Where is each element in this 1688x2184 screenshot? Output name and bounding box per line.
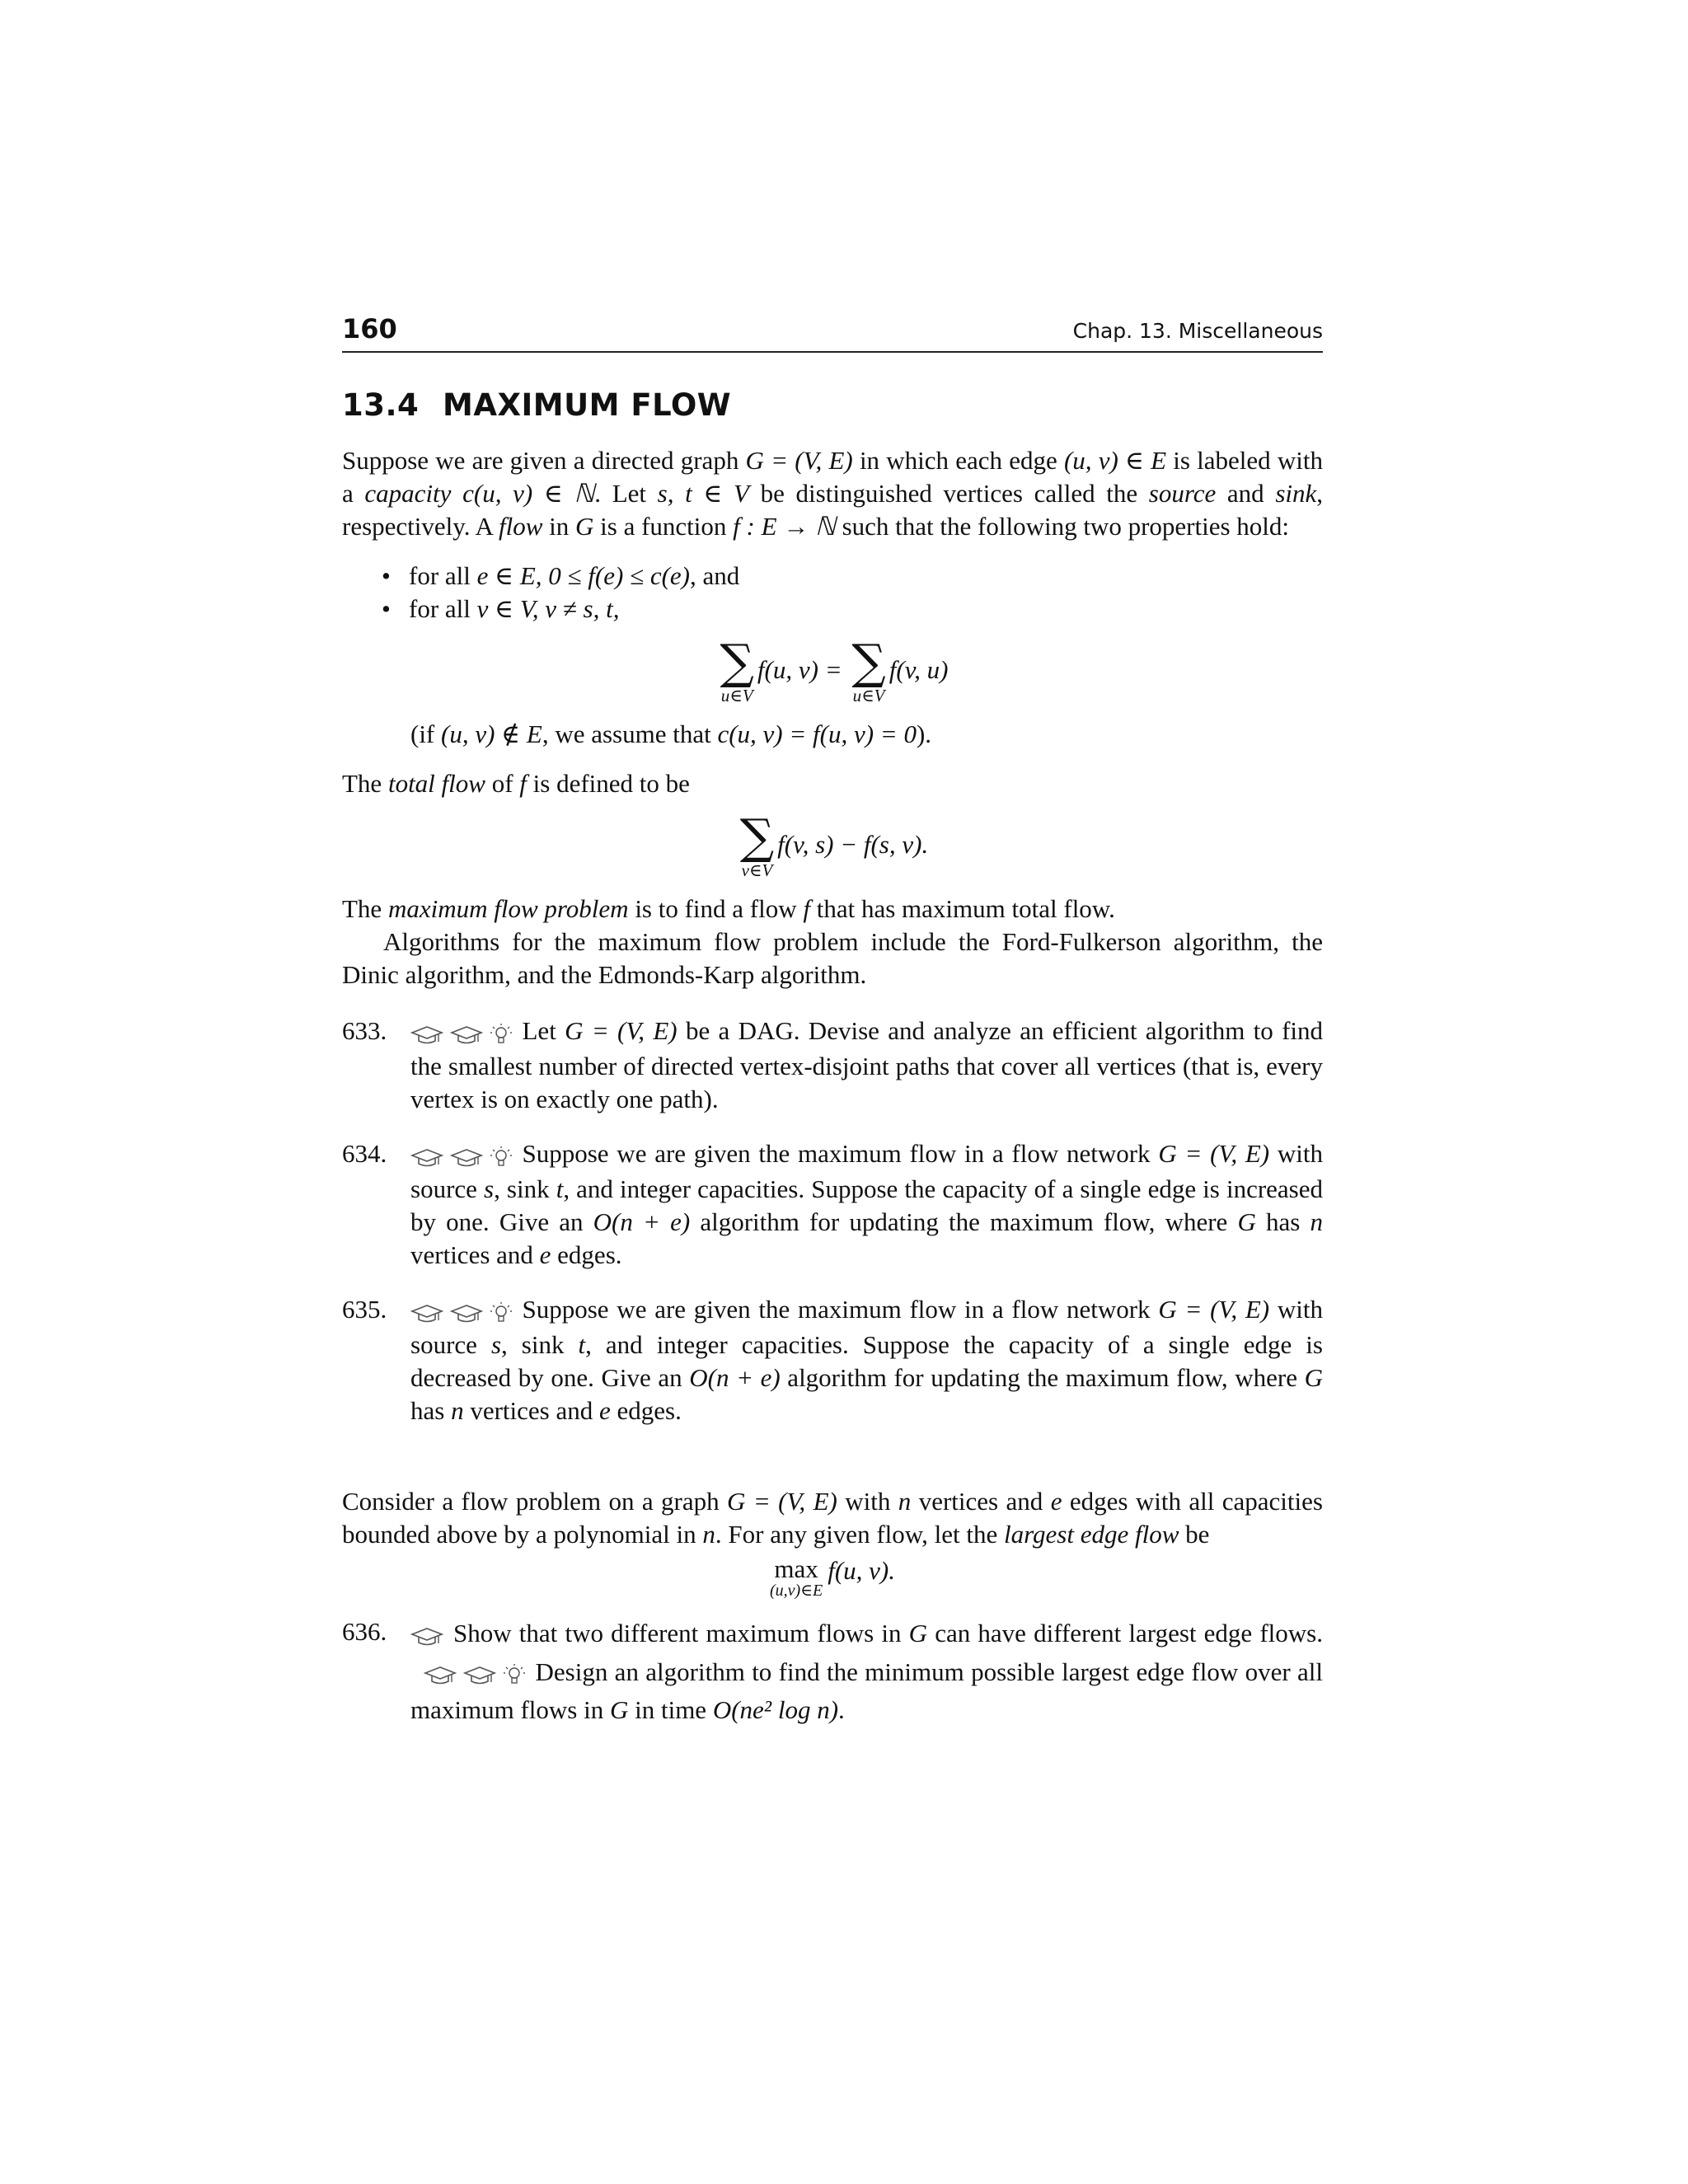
exercise-634: 634. Suppose we are given the maximum flow in a flow network G = (V, E) with source s, sink t, and integer capacities. Suppose the capacity of a single edge is increased by one. Give an O(n + e) algorithm for updating the maximum flow, where G has n vertices and e edges. [342,1137,1323,1272]
lightbulb-icon [490,1023,513,1049]
exercise-635: 635. Suppose we are given the maximum flow in a flow network G = (V, E) with source s, sink t, and integer capacities. Suppose the capacity of a single edge is decreased by one. Give an O(n + e) algorithm for updating the maximum flow, where G has n vertices and e edges. [342,1293,1323,1427]
mortarboard-icon [463,1666,496,1687]
list-item: • for all e ∈ E, 0 ≤ f(e) ≤ c(e), and [382,560,1323,593]
algorithms-paragraph: Algorithms for the maximum flow problem include the Ford-Fulkerson algorithm, the Dinic algorithm, and the Edmonds-Karp algorithm. [342,927,1323,989]
difficulty-icons [410,1140,513,1173]
section-title [342,387,1323,423]
flow-properties-list [382,560,1323,626]
section-name: MAXIMUM FLOW [443,387,732,423]
intro-paragraph: Suppose we are given a directed graph G = (V, E) in which each edge (u, v) ∈ E is labeled with a capacity c(u, v) ∈ ℕ. Let s, t ∈ V be distinguished vertices called the source and sink, respectively. A flow in G is a function f : E → ℕ such that the following two properties hold: [342,446,1324,541]
difficulty-icons [410,1296,513,1329]
mortarboard-icon [424,1666,457,1687]
summation: ∑ u∈V [851,634,886,705]
exercise-number: 633. [342,1016,387,1045]
chapter-heading: Chap. 13. Miscellaneous [1072,319,1323,343]
book-page [342,313,1323,1728]
difficulty-icons [410,1017,513,1050]
difficulty-icons [410,1618,443,1654]
summation: ∑ u∈V [720,634,754,705]
difficulty-icons [424,1656,526,1692]
lightbulb-icon [503,1663,526,1690]
section-number: 13.4 [342,387,420,423]
exercise-number: 636. [342,1616,387,1646]
zero-capacity-note: (if (u, v) ∉ E, we assume that c(u, v) = f(u, v) = 0). [410,719,932,748]
summation: ∑ v∈V [739,808,775,880]
total-flow-paragraph: The total flow of f is defined to be [342,769,690,798]
running-head [342,313,1323,353]
total-flow-equation: ∑ v∈V f(v, s) − f(s, v). [739,808,929,880]
lightbulb-icon [490,1301,513,1328]
page-number: 160 [342,313,397,344]
max-equation: max (u,v)∈E f(u, v). [770,1554,895,1600]
largest-edge-flow-paragraph: Consider a flow problem on a graph G = (V, E) with n vertices and e edges with all capacities bounded above by a polynomial in n. For any given flow, let the largest edge flow be [342,1486,1323,1549]
mortarboard-icon [450,1148,483,1169]
lightbulb-icon [490,1146,513,1172]
list-item: • for all v ∈ V, v ≠ s, t, [382,593,1323,626]
exercise-636: 636. Show that two different maximum flows in G can have different largest edge flows. Design an algorithm to find the minimum possible largest edge flow over all maximum flows in G in time O(ne² log n). [342,1615,1323,1729]
exercise-number: 635. [342,1294,387,1324]
conservation-equation: ∑ u∈V f(u, v) = ∑ u∈V f(v, u) [720,634,949,705]
mortarboard-icon [410,1304,443,1325]
max-operator: max (u,v)∈E [770,1554,823,1600]
exercise-633: 633. Let G = (V, E) be a DAG. Devise and analyze an efficient algorithm to find the smallest number of directed vertex-disjoint paths that cover all vertices (that is, every vertex is on exactly one path). [342,1015,1323,1116]
mortarboard-icon [450,1304,483,1325]
mortarboard-icon [410,1025,443,1047]
problem-statement: The maximum flow problem is to find a flow f that has maximum total flow. [342,894,1115,923]
exercise-number: 634. [342,1138,387,1168]
mortarboard-icon [450,1025,483,1047]
mortarboard-icon [410,1627,443,1648]
mortarboard-icon [410,1148,443,1169]
